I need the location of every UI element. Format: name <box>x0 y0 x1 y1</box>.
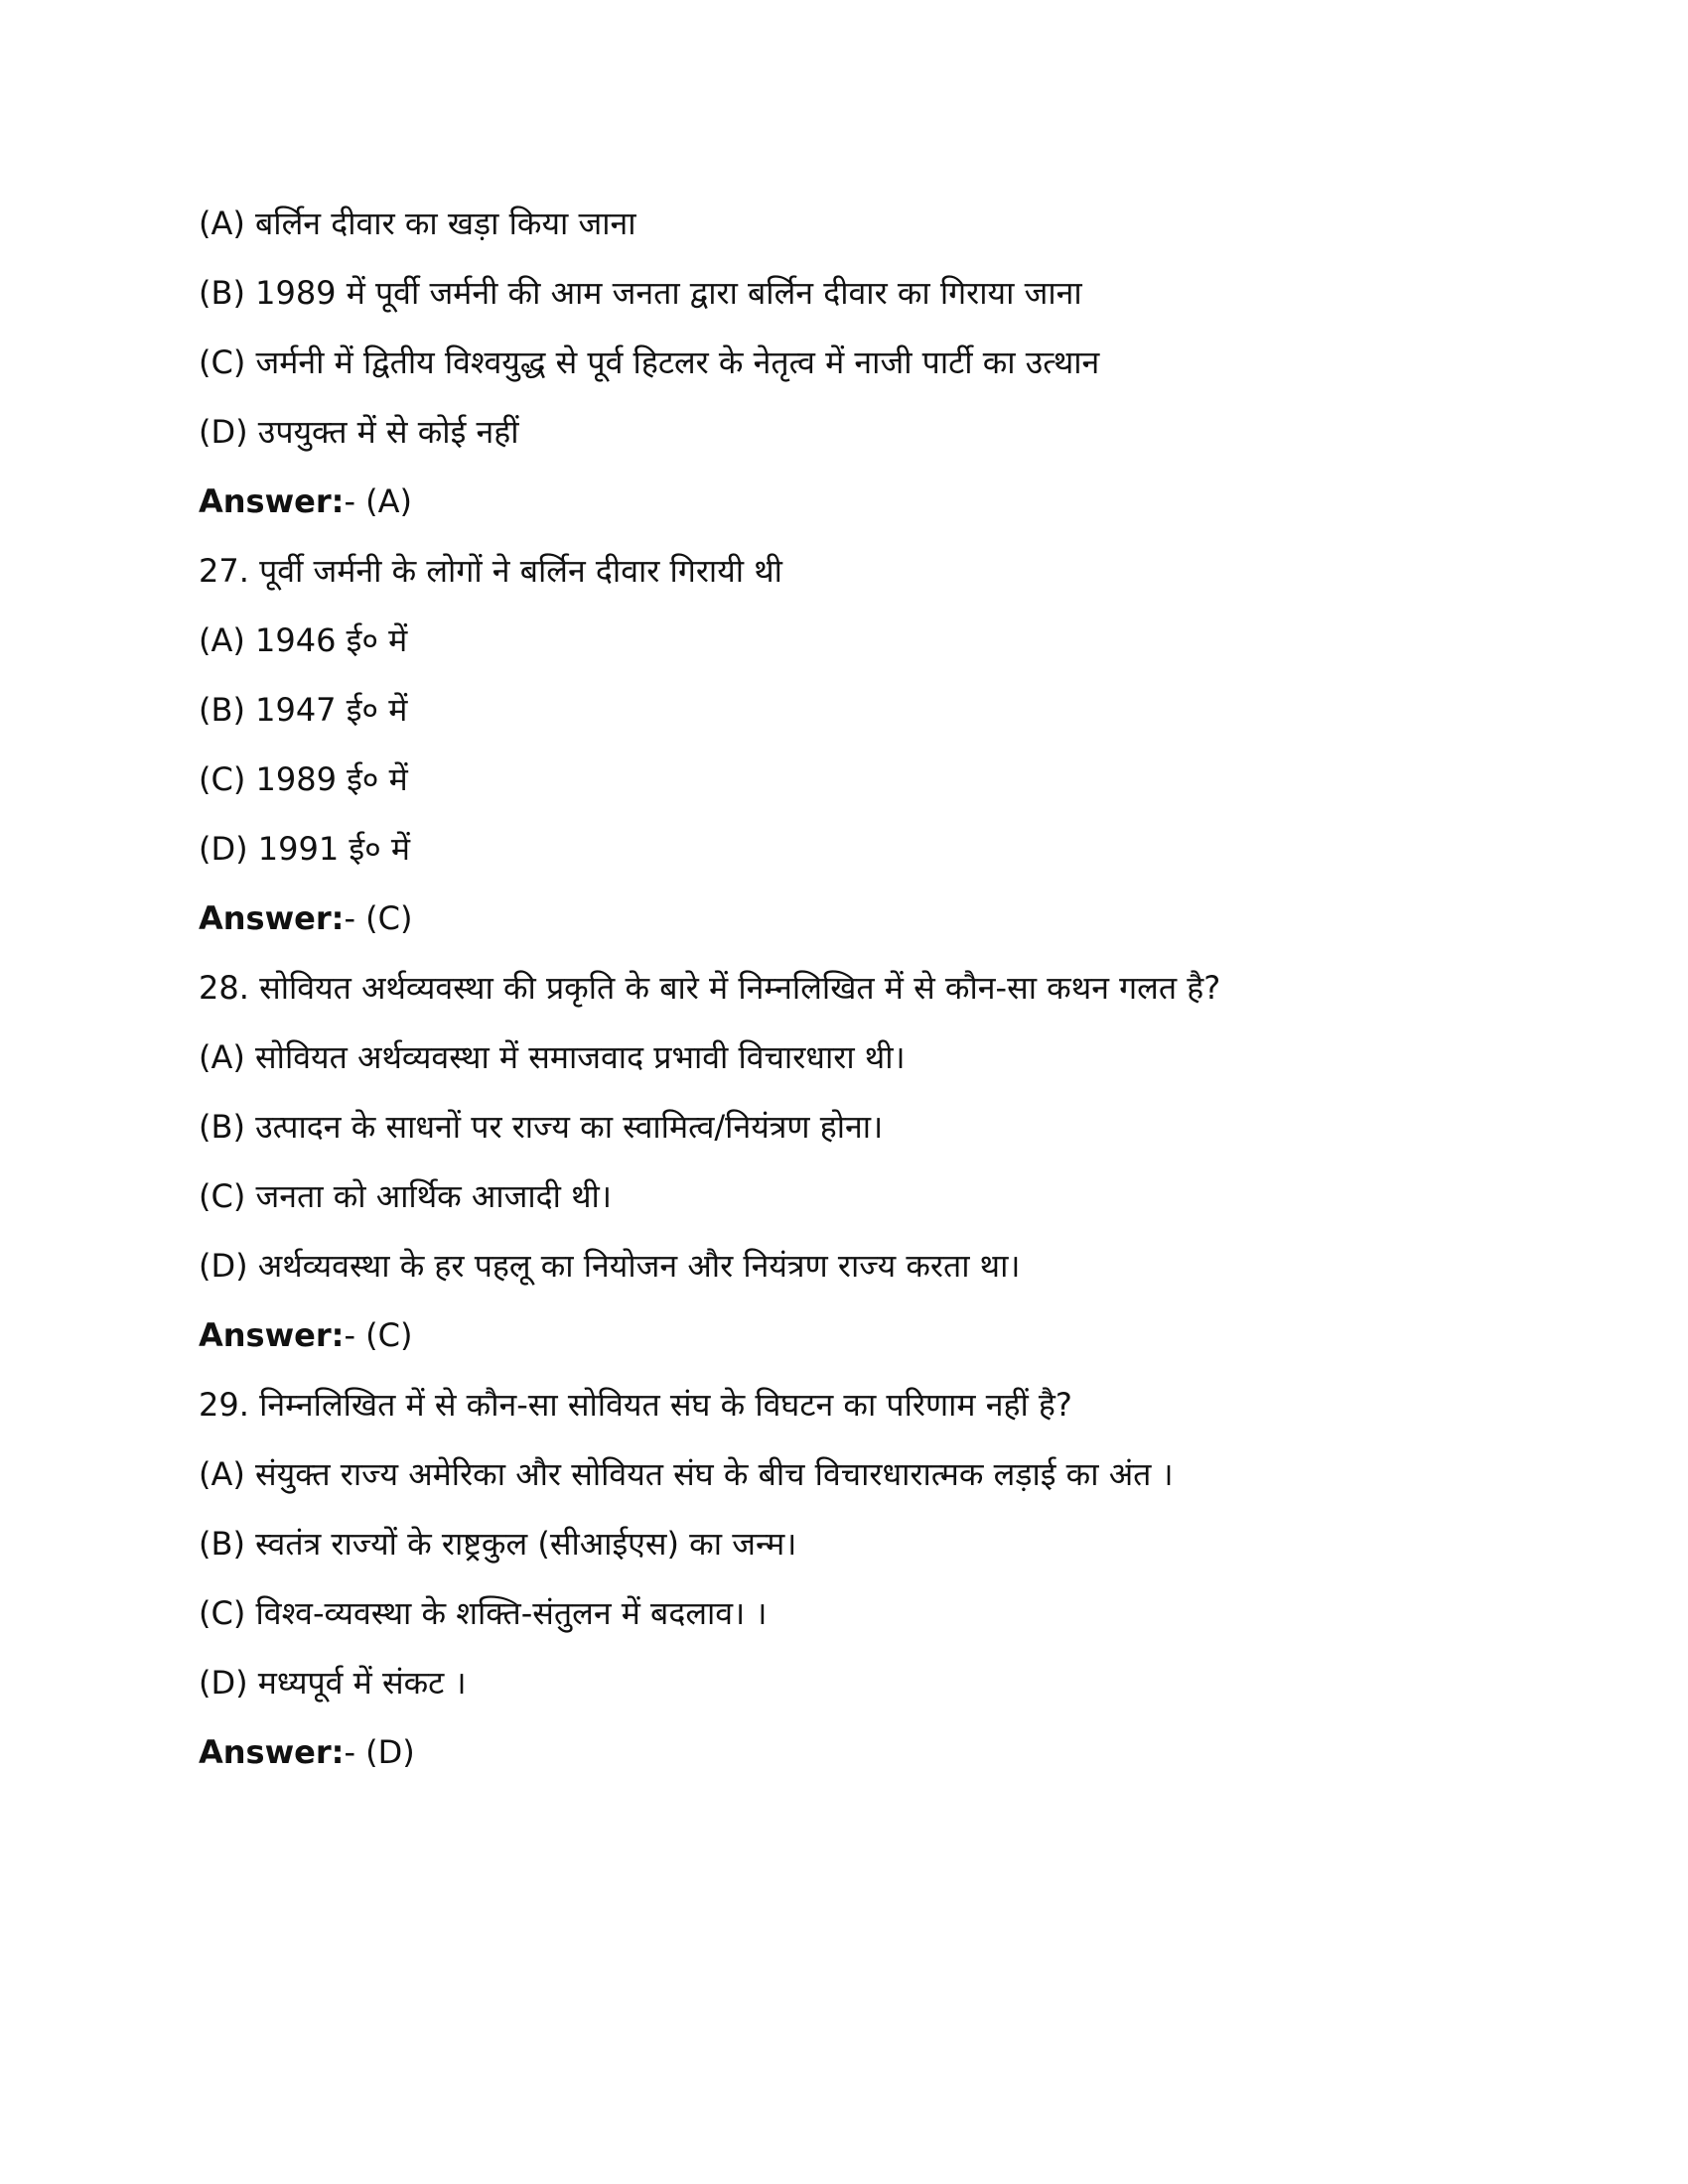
question-28: 28. सोवियत अर्थव्यवस्था की प्रकृति के बारे में निम्नलिखित में से कौन-सा कथन गलत है? <box>199 969 1221 1007</box>
option-b-text: (B) 1989 में पूर्वी जर्मनी की आम जनता द्वारा बर्लिन दीवार का गिराया जाना <box>199 274 1082 312</box>
option-d-text: (D) अर्थव्यवस्था के हर पहलू का नियोजन और नियंत्रण राज्य करता था। <box>199 1247 1021 1285</box>
question-29: 29. निम्नलिखित में से कौन-सा सोवियत संघ के विघटन का परिणाम नहीं है? <box>199 1386 1072 1424</box>
answer-value: - (D) <box>344 1733 415 1771</box>
option-a-text: (A) बर्लिन दीवार का खड़ा किया जाना <box>199 205 636 242</box>
answer-line <box>199 467 1549 536</box>
option-b-text: (B) उत्पादन के साधनों पर राज्य का स्वामित्व/नियंत्रण होना। <box>199 1108 884 1146</box>
answer-label: Answer: <box>199 482 345 520</box>
answer-line <box>199 1300 1549 1370</box>
option-c-text: (C) विश्व-व्यवस्था के शक्ति-संतुलन में बदलाव। । <box>199 1594 768 1632</box>
option-c-text: (C) जर्मनी में द्वितीय विश्वयुद्ध से पूर्व हिटलर के नेतृत्व में नाजी पार्टी का उत्थान <box>199 343 1100 381</box>
option-c-text: (C) जनता को आर्थिक आजादी थी। <box>199 1177 612 1215</box>
option-d-text: (D) 1991 ई० में <box>199 830 411 868</box>
option-b-text: (B) 1947 ई० में <box>199 691 408 729</box>
option-a-text: (A) संयुक्त राज्य अमेरिका और सोवियत संघ के बीच विचारधारात्मक लड़ाई का अंत । <box>199 1455 1174 1493</box>
option-c-text: (C) 1989 ई० में <box>199 760 408 798</box>
answer-value: - (C) <box>344 1316 413 1354</box>
option-d-text: (D) उपयुक्त में से कोई नहीं <box>199 413 519 451</box>
answer-line <box>199 1717 1549 1787</box>
question-27: 27. पूर्वी जर्मनी के लोगों ने बर्लिन दीवार गिरायी थी <box>199 552 782 590</box>
answer-label: Answer: <box>199 1733 345 1771</box>
answer-label: Answer: <box>199 899 345 937</box>
option-b-text: (B) स्वतंत्र राज्यों के राष्ट्रकुल (सीआईएस) का जन्म। <box>199 1525 797 1563</box>
option-a-text: (A) 1946 ई० में <box>199 621 408 659</box>
document-page <box>199 189 1549 1787</box>
option-a-text: (A) सोवियत अर्थव्यवस्था में समाजवाद प्रभावी विचारधारा थी। <box>199 1038 906 1076</box>
option-d-text: (D) मध्यपूर्व में संकट । <box>199 1664 467 1702</box>
answer-value: - (C) <box>344 899 413 937</box>
answer-value: - (A) <box>344 482 413 520</box>
answer-line <box>199 884 1549 953</box>
answer-label: Answer: <box>199 1316 345 1354</box>
